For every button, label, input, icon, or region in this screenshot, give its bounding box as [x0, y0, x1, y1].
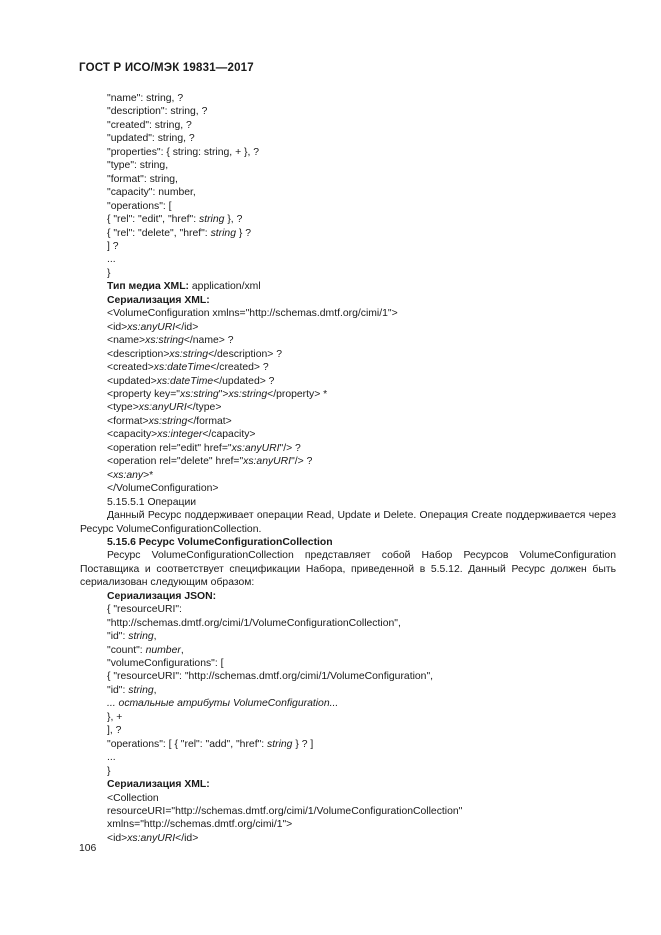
section-heading: 5.15.6 Ресурс VolumeConfigurationCollection — [107, 536, 333, 548]
code-line: "name": string, ? — [107, 93, 184, 104]
code-line: ] ? — [107, 240, 119, 252]
code-line: "updated": string, ? — [107, 133, 195, 145]
code-line: "id": string, — [107, 631, 157, 643]
code-line: "count": number, — [107, 644, 184, 656]
code-line: ... — [107, 752, 116, 764]
code-line: <format>xs:string</format> — [107, 415, 232, 427]
code-line: <id>xs:anyURI</id> — [107, 832, 199, 844]
page-number: 106 — [79, 843, 97, 854]
code-line: <id>xs:anyURI</id> — [107, 321, 199, 333]
code-line: <created>xs:dateTime</created> ? — [107, 362, 269, 374]
code-line: "http://schemas.dmtf.org/cimi/1/VolumeConfigurationCollection", — [107, 617, 401, 629]
code-line: <capacity>xs:integer</capacity> — [107, 429, 256, 441]
xml-serialization-title: Сериализация XML: — [107, 779, 210, 791]
page-body — [80, 92, 616, 845]
code-line: ... остальные атрибуты VolumeConfiguration... — [107, 698, 339, 710]
subsection-heading: 5.15.5.1 Операции — [107, 496, 197, 508]
code-line: </VolumeConfiguration> — [107, 483, 219, 495]
code-line: "operations": [ — [107, 200, 172, 212]
code-line: <Collection — [107, 792, 159, 804]
code-line: <operation rel="edit" href="xs:anyURI"/> ? — [107, 442, 301, 454]
code-line: { "rel": "edit", "href": string }, ? — [107, 214, 243, 226]
code-line: }, + — [107, 711, 123, 723]
code-line: "description": string, ? — [107, 106, 208, 118]
code-line: <property key="xs:string">xs:string</property> * — [107, 388, 328, 400]
code-line: "created": string, ? — [107, 119, 192, 131]
code-line: <updated>xs:dateTime</updated> ? — [107, 375, 275, 387]
code-line: "type": string, — [107, 160, 169, 172]
code-line: } — [107, 765, 111, 777]
paragraph: Ресурс VolumeConfigurationCollection представляет собой Набор Ресурсов VolumeConfiguration Поставщика и соответствует спецификации Набора, приведенной в 5.5.12. Данный Ресурс должен быть сериализован следующим образом: — [80, 550, 616, 589]
code-line: resourceURI="http://schemas.dmtf.org/cimi/1/VolumeConfigurationCollection" — [107, 806, 463, 818]
code-line: <type>xs:anyURI</type> — [107, 402, 222, 414]
code-line: { "resourceURI": "http://schemas.dmtf.org/cimi/1/VolumeConfiguration", — [107, 671, 434, 683]
code-line: <description>xs:string</description> ? — [107, 348, 283, 360]
code-line: xmlns="http://schemas.dmtf.org/cimi/1"> — [107, 819, 293, 831]
code-line: { "resourceURI": — [107, 604, 182, 616]
code-line: "id": string, — [107, 684, 157, 696]
code-line: <xs:any>* — [107, 469, 154, 481]
document-header: ГОСТ Р ИСО/МЭК 19831—2017 — [79, 62, 254, 74]
code-line: ], ? — [107, 725, 122, 737]
code-line: { "rel": "delete", "href": string } ? — [107, 227, 252, 239]
code-line: <name>xs:string</name> ? — [107, 335, 234, 347]
code-line: "volumeConfigurations": [ — [107, 658, 224, 670]
xml-serialization-title: Сериализация XML: — [107, 294, 210, 306]
code-line: "operations": [ { "rel": "add", "href": string } ? ] — [107, 738, 314, 750]
code-line: "properties": { string: string, + }, ? — [107, 146, 260, 158]
code-line: "capacity": number, — [107, 187, 196, 199]
code-line: } — [107, 267, 111, 279]
paragraph: Данный Ресурс поддерживает операции Read, Update и Delete. Операция Create поддерживается через Ресурс VolumeConfigurationCollection. — [80, 510, 616, 535]
code-line: <operation rel="delete" href="xs:anyURI"/> ? — [107, 456, 313, 468]
json-serialization-title: Сериализация JSON: — [107, 590, 217, 602]
code-line: "format": string, — [107, 173, 178, 185]
code-line: ... — [107, 254, 116, 266]
code-line: <VolumeConfiguration xmlns="http://schemas.dmtf.org/cimi/1"> — [107, 308, 398, 320]
media-type-line: Тип медиа XML: application/xml — [107, 281, 261, 293]
